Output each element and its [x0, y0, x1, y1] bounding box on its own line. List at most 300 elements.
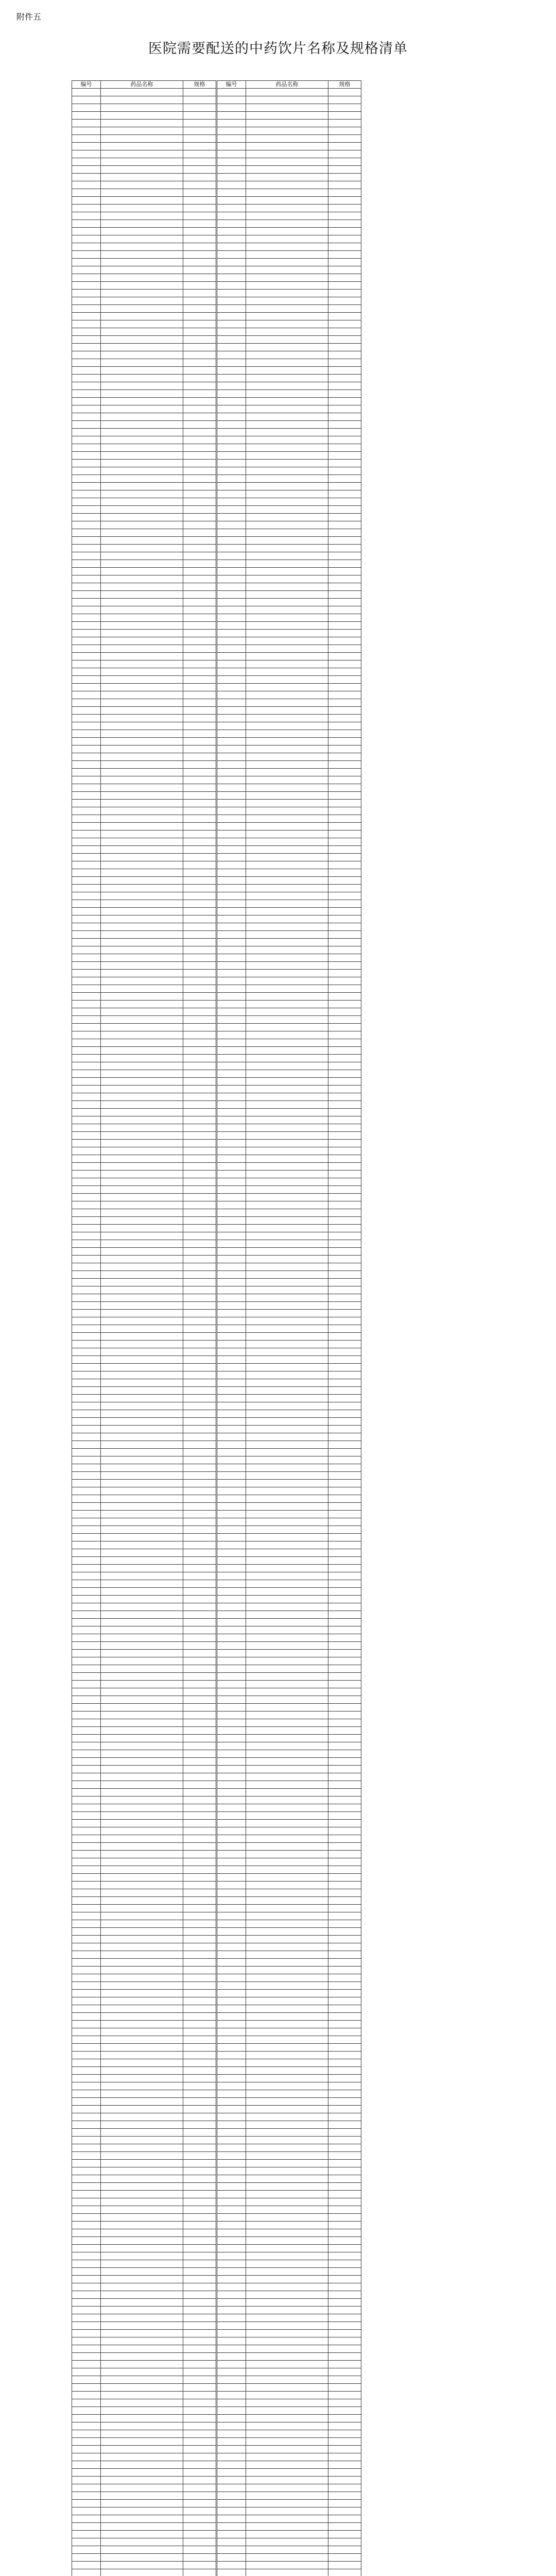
table-row — [72, 2507, 361, 2515]
row-spec-left — [183, 792, 216, 800]
row-spec-left — [183, 1194, 216, 1201]
row-spec-right — [328, 668, 361, 676]
row-spec-right — [328, 429, 361, 436]
row-name-right — [246, 1951, 328, 1959]
row-spec-left — [183, 514, 216, 521]
row-no-right — [217, 2283, 246, 2291]
header-spec-left: 规格 — [183, 81, 216, 89]
row-name-left — [101, 2098, 183, 2106]
row-spec-right — [328, 2175, 361, 2183]
row-no-right — [217, 2392, 246, 2399]
row-spec-left — [183, 2082, 216, 2090]
row-name-right — [246, 1797, 328, 1804]
row-no-right — [217, 328, 246, 336]
row-name-right — [246, 1750, 328, 1758]
row-spec-right — [328, 1333, 361, 1341]
row-name-left — [101, 900, 183, 908]
row-spec-right — [328, 2098, 361, 2106]
row-name-left — [101, 290, 183, 297]
row-spec-right — [328, 166, 361, 174]
row-spec-left — [183, 1279, 216, 1286]
row-no-right — [217, 560, 246, 568]
table-row — [72, 1008, 361, 1016]
row-name-right — [246, 1565, 328, 1572]
row-spec-right — [328, 1395, 361, 1402]
row-no-right — [217, 2345, 246, 2353]
row-spec-left — [183, 1402, 216, 1410]
row-name-left — [101, 1928, 183, 1936]
table-row — [72, 1657, 361, 1665]
table-row — [72, 575, 361, 583]
table-row — [72, 1603, 361, 1611]
table-row — [72, 1951, 361, 1959]
table-row — [72, 2538, 361, 2546]
row-spec-left — [183, 266, 216, 274]
row-no-right — [217, 660, 246, 668]
row-no-left — [72, 2407, 101, 2415]
table-row — [72, 2430, 361, 2438]
row-no-left — [72, 753, 101, 761]
row-name-left — [101, 2090, 183, 2098]
row-name-left — [101, 962, 183, 970]
row-name-right — [246, 769, 328, 776]
row-no-right — [217, 1356, 246, 1364]
row-spec-left — [183, 2183, 216, 2191]
row-no-left — [72, 2036, 101, 2044]
row-name-left — [101, 769, 183, 776]
row-no-right — [217, 290, 246, 297]
row-name-right — [246, 1449, 328, 1456]
row-name-left — [101, 251, 183, 259]
row-name-right — [246, 1835, 328, 1843]
table-row — [72, 1348, 361, 1356]
row-no-left — [72, 1967, 101, 1974]
row-no-right — [217, 127, 246, 135]
row-spec-left — [183, 1093, 216, 1101]
row-no-right — [217, 475, 246, 483]
row-spec-left — [183, 1464, 216, 1472]
row-spec-right — [328, 2067, 361, 2075]
row-name-right — [246, 977, 328, 985]
row-no-left — [72, 1279, 101, 1286]
row-no-left — [72, 2368, 101, 2376]
row-no-right — [217, 1851, 246, 1858]
row-spec-right — [328, 120, 361, 127]
table-row — [72, 1294, 361, 1302]
row-spec-right — [328, 1302, 361, 1310]
row-no-left — [72, 892, 101, 900]
row-name-left — [101, 2113, 183, 2121]
row-name-left — [101, 1511, 183, 1518]
row-spec-right — [328, 645, 361, 653]
row-name-right — [246, 691, 328, 699]
row-spec-right — [328, 1750, 361, 1758]
row-no-right — [217, 1951, 246, 1959]
table-row — [72, 2330, 361, 2337]
row-no-left — [72, 838, 101, 846]
row-spec-left — [183, 784, 216, 792]
row-spec-left — [183, 1039, 216, 1047]
row-no-right — [217, 282, 246, 290]
row-spec-right — [328, 1820, 361, 1827]
table-row — [72, 259, 361, 266]
row-no-right — [217, 1572, 246, 1580]
row-spec-right — [328, 2562, 361, 2569]
table-row — [72, 807, 361, 815]
row-no-left — [72, 243, 101, 251]
row-no-left — [72, 970, 101, 977]
row-spec-left — [183, 1070, 216, 1078]
row-name-right — [246, 962, 328, 970]
row-no-left — [72, 2430, 101, 2438]
row-spec-right — [328, 1827, 361, 1835]
row-no-left — [72, 1626, 101, 1634]
row-spec-right — [328, 1147, 361, 1155]
row-no-left — [72, 2129, 101, 2137]
row-name-left — [101, 2299, 183, 2307]
row-no-left — [72, 143, 101, 150]
row-no-left — [72, 1364, 101, 1371]
row-name-left — [101, 1410, 183, 1418]
row-spec-right — [328, 769, 361, 776]
table-row — [72, 1225, 361, 1232]
row-name-right — [246, 2507, 328, 2515]
row-no-left — [72, 1371, 101, 1379]
row-no-right — [217, 1410, 246, 1418]
row-no-left — [72, 676, 101, 684]
row-spec-left — [183, 1626, 216, 1634]
table-row — [72, 1866, 361, 1874]
row-name-right — [246, 1626, 328, 1634]
row-spec-right — [328, 1804, 361, 1812]
row-name-right — [246, 1858, 328, 1866]
table-row — [72, 1464, 361, 1472]
row-name-right — [246, 1024, 328, 1031]
row-spec-right — [328, 599, 361, 606]
table-row — [72, 2160, 361, 2167]
row-no-right — [217, 351, 246, 359]
row-spec-left — [183, 1062, 216, 1070]
table-row — [72, 351, 361, 359]
row-spec-right — [328, 691, 361, 699]
row-no-left — [72, 599, 101, 606]
row-no-right — [217, 1402, 246, 1410]
row-no-right — [217, 158, 246, 166]
table-row — [72, 2492, 361, 2500]
row-name-right — [246, 2345, 328, 2353]
row-name-left — [101, 2546, 183, 2554]
row-spec-right — [328, 2399, 361, 2407]
row-spec-right — [328, 359, 361, 367]
row-spec-right — [328, 1371, 361, 1379]
row-name-right — [246, 2546, 328, 2554]
row-no-right — [217, 877, 246, 885]
row-name-left — [101, 2337, 183, 2345]
row-name-right — [246, 1889, 328, 1897]
table-row — [72, 2152, 361, 2160]
row-spec-left — [183, 351, 216, 359]
row-name-right — [246, 2314, 328, 2322]
row-spec-right — [328, 653, 361, 660]
row-name-right — [246, 1997, 328, 2005]
attachment-label: 附件五 — [16, 12, 42, 22]
row-no-left — [72, 2515, 101, 2523]
row-no-left — [72, 1263, 101, 1271]
table-row — [72, 413, 361, 421]
row-spec-right — [328, 405, 361, 413]
row-no-right — [217, 2268, 246, 2276]
table-row — [72, 962, 361, 970]
row-no-right — [217, 1688, 246, 1696]
row-no-left — [72, 1325, 101, 1333]
row-no-right — [217, 1086, 246, 1093]
row-name-right — [246, 2036, 328, 2044]
table-row — [72, 622, 361, 630]
row-spec-left — [183, 2415, 216, 2422]
row-no-right — [217, 1634, 246, 1642]
row-name-right — [246, 1464, 328, 1472]
table-row — [72, 552, 361, 560]
row-spec-right — [328, 923, 361, 931]
row-name-left — [101, 1387, 183, 1395]
row-name-left — [101, 2260, 183, 2268]
row-spec-right — [328, 174, 361, 181]
row-name-left — [101, 243, 183, 251]
row-spec-right — [328, 916, 361, 923]
row-name-left — [101, 467, 183, 475]
row-no-right — [217, 2245, 246, 2252]
row-name-left — [101, 313, 183, 320]
row-name-right — [246, 954, 328, 962]
row-spec-right — [328, 1248, 361, 1256]
row-no-right — [217, 2191, 246, 2198]
table-row — [72, 1101, 361, 1109]
row-name-left — [101, 1379, 183, 1387]
table-row — [72, 1997, 361, 2005]
row-name-right — [246, 328, 328, 336]
table-row — [72, 1062, 361, 1070]
table-row — [72, 212, 361, 220]
row-no-right — [217, 2052, 246, 2059]
row-spec-left — [183, 1634, 216, 1642]
row-spec-right — [328, 305, 361, 313]
row-name-left — [101, 1016, 183, 1024]
row-no-left — [72, 1711, 101, 1719]
row-name-left — [101, 143, 183, 150]
row-no-right — [217, 2121, 246, 2129]
table-row — [72, 1526, 361, 1534]
row-no-left — [72, 328, 101, 336]
row-no-left — [72, 2376, 101, 2384]
row-spec-right — [328, 1449, 361, 1456]
row-no-left — [72, 181, 101, 189]
row-name-right — [246, 1217, 328, 1225]
row-no-left — [72, 2082, 101, 2090]
row-no-left — [72, 2500, 101, 2507]
row-spec-left — [183, 89, 216, 96]
row-name-right — [246, 800, 328, 807]
row-no-right — [217, 900, 246, 908]
row-no-right — [217, 2214, 246, 2222]
row-spec-left — [183, 1990, 216, 1997]
row-spec-right — [328, 869, 361, 877]
row-spec-left — [183, 568, 216, 575]
row-name-left — [101, 475, 183, 483]
table-row — [72, 869, 361, 877]
row-spec-right — [328, 1116, 361, 1124]
row-name-right — [246, 1596, 328, 1603]
row-spec-left — [183, 1240, 216, 1248]
table-row — [72, 174, 361, 181]
table-row — [72, 189, 361, 197]
table-row — [72, 297, 361, 305]
table-row — [72, 1704, 361, 1711]
table-row — [72, 606, 361, 614]
row-name-right — [246, 1055, 328, 1062]
row-no-right — [217, 1889, 246, 1897]
table-row — [72, 460, 361, 467]
table-row — [72, 1727, 361, 1735]
table-row — [72, 1201, 361, 1209]
row-no-right — [217, 2106, 246, 2113]
row-no-left — [72, 1990, 101, 1997]
row-spec-left — [183, 1294, 216, 1302]
row-spec-left — [183, 475, 216, 483]
row-no-left — [72, 212, 101, 220]
row-spec-right — [328, 1588, 361, 1596]
row-name-right — [246, 1232, 328, 1240]
row-no-left — [72, 290, 101, 297]
row-no-left — [72, 2013, 101, 2021]
row-no-left — [72, 1039, 101, 1047]
row-spec-right — [328, 2144, 361, 2152]
row-spec-left — [183, 2554, 216, 2562]
row-name-right — [246, 2167, 328, 2175]
row-no-right — [217, 1874, 246, 1882]
row-name-left — [101, 560, 183, 568]
row-no-right — [217, 1341, 246, 1348]
row-name-left — [101, 2399, 183, 2407]
row-no-right — [217, 1905, 246, 1912]
row-name-left — [101, 1580, 183, 1588]
row-spec-right — [328, 390, 361, 398]
row-no-left — [72, 877, 101, 885]
row-no-right — [217, 1928, 246, 1936]
table-row — [72, 1271, 361, 1279]
row-spec-right — [328, 1487, 361, 1495]
row-no-right — [217, 460, 246, 467]
row-name-left — [101, 1673, 183, 1681]
row-name-right — [246, 1039, 328, 1047]
row-spec-right — [328, 1812, 361, 1820]
row-name-right — [246, 653, 328, 660]
row-no-left — [72, 1093, 101, 1101]
row-name-right — [246, 1147, 328, 1155]
row-spec-right — [328, 143, 361, 150]
row-name-left — [101, 2229, 183, 2237]
row-name-left — [101, 1294, 183, 1302]
row-no-right — [217, 297, 246, 305]
row-no-right — [217, 1433, 246, 1441]
row-name-left — [101, 1750, 183, 1758]
row-name-left — [101, 127, 183, 135]
row-spec-right — [328, 2021, 361, 2028]
row-no-left — [72, 2283, 101, 2291]
row-name-left — [101, 2075, 183, 2082]
row-spec-right — [328, 1001, 361, 1008]
row-name-right — [246, 2484, 328, 2492]
row-spec-right — [328, 1410, 361, 1418]
row-spec-right — [328, 1657, 361, 1665]
row-name-right — [246, 1201, 328, 1209]
row-name-left — [101, 344, 183, 351]
row-spec-left — [183, 916, 216, 923]
row-spec-right — [328, 1047, 361, 1055]
row-spec-right — [328, 1596, 361, 1603]
row-no-right — [217, 545, 246, 552]
row-name-left — [101, 2059, 183, 2067]
table-row — [72, 1426, 361, 1433]
row-name-left — [101, 622, 183, 630]
row-no-left — [72, 1047, 101, 1055]
table-row — [72, 1248, 361, 1256]
table-row — [72, 2198, 361, 2206]
row-no-left — [72, 259, 101, 266]
row-no-left — [72, 1681, 101, 1688]
row-spec-right — [328, 1140, 361, 1147]
row-spec-left — [183, 1603, 216, 1611]
row-name-left — [101, 1163, 183, 1171]
row-no-right — [217, 1333, 246, 1341]
row-no-right — [217, 1534, 246, 1541]
row-spec-right — [328, 1781, 361, 1789]
row-no-left — [72, 529, 101, 537]
row-name-right — [246, 2106, 328, 2113]
row-spec-left — [183, 2330, 216, 2337]
row-name-left — [101, 815, 183, 823]
row-spec-left — [183, 483, 216, 490]
row-name-left — [101, 1333, 183, 1341]
row-spec-left — [183, 1371, 216, 1379]
row-spec-right — [328, 1742, 361, 1750]
row-spec-right — [328, 1480, 361, 1487]
table-row — [72, 2028, 361, 2036]
row-no-right — [217, 359, 246, 367]
row-no-left — [72, 908, 101, 916]
row-spec-right — [328, 1279, 361, 1286]
row-spec-right — [328, 568, 361, 575]
row-spec-left — [183, 630, 216, 637]
row-spec-left — [183, 104, 216, 112]
row-spec-right — [328, 1735, 361, 1742]
row-no-right — [217, 2229, 246, 2237]
row-spec-right — [328, 2322, 361, 2330]
row-spec-right — [328, 282, 361, 290]
row-spec-left — [183, 2059, 216, 2067]
table-row — [72, 2361, 361, 2368]
row-spec-left — [183, 181, 216, 189]
row-spec-left — [183, 1943, 216, 1951]
row-name-left — [101, 120, 183, 127]
row-name-right — [246, 135, 328, 143]
row-no-left — [72, 606, 101, 614]
row-no-right — [217, 2082, 246, 2090]
row-name-left — [101, 1031, 183, 1039]
row-no-left — [72, 2307, 101, 2314]
row-name-left — [101, 861, 183, 869]
row-no-right — [217, 390, 246, 398]
row-spec-left — [183, 807, 216, 815]
